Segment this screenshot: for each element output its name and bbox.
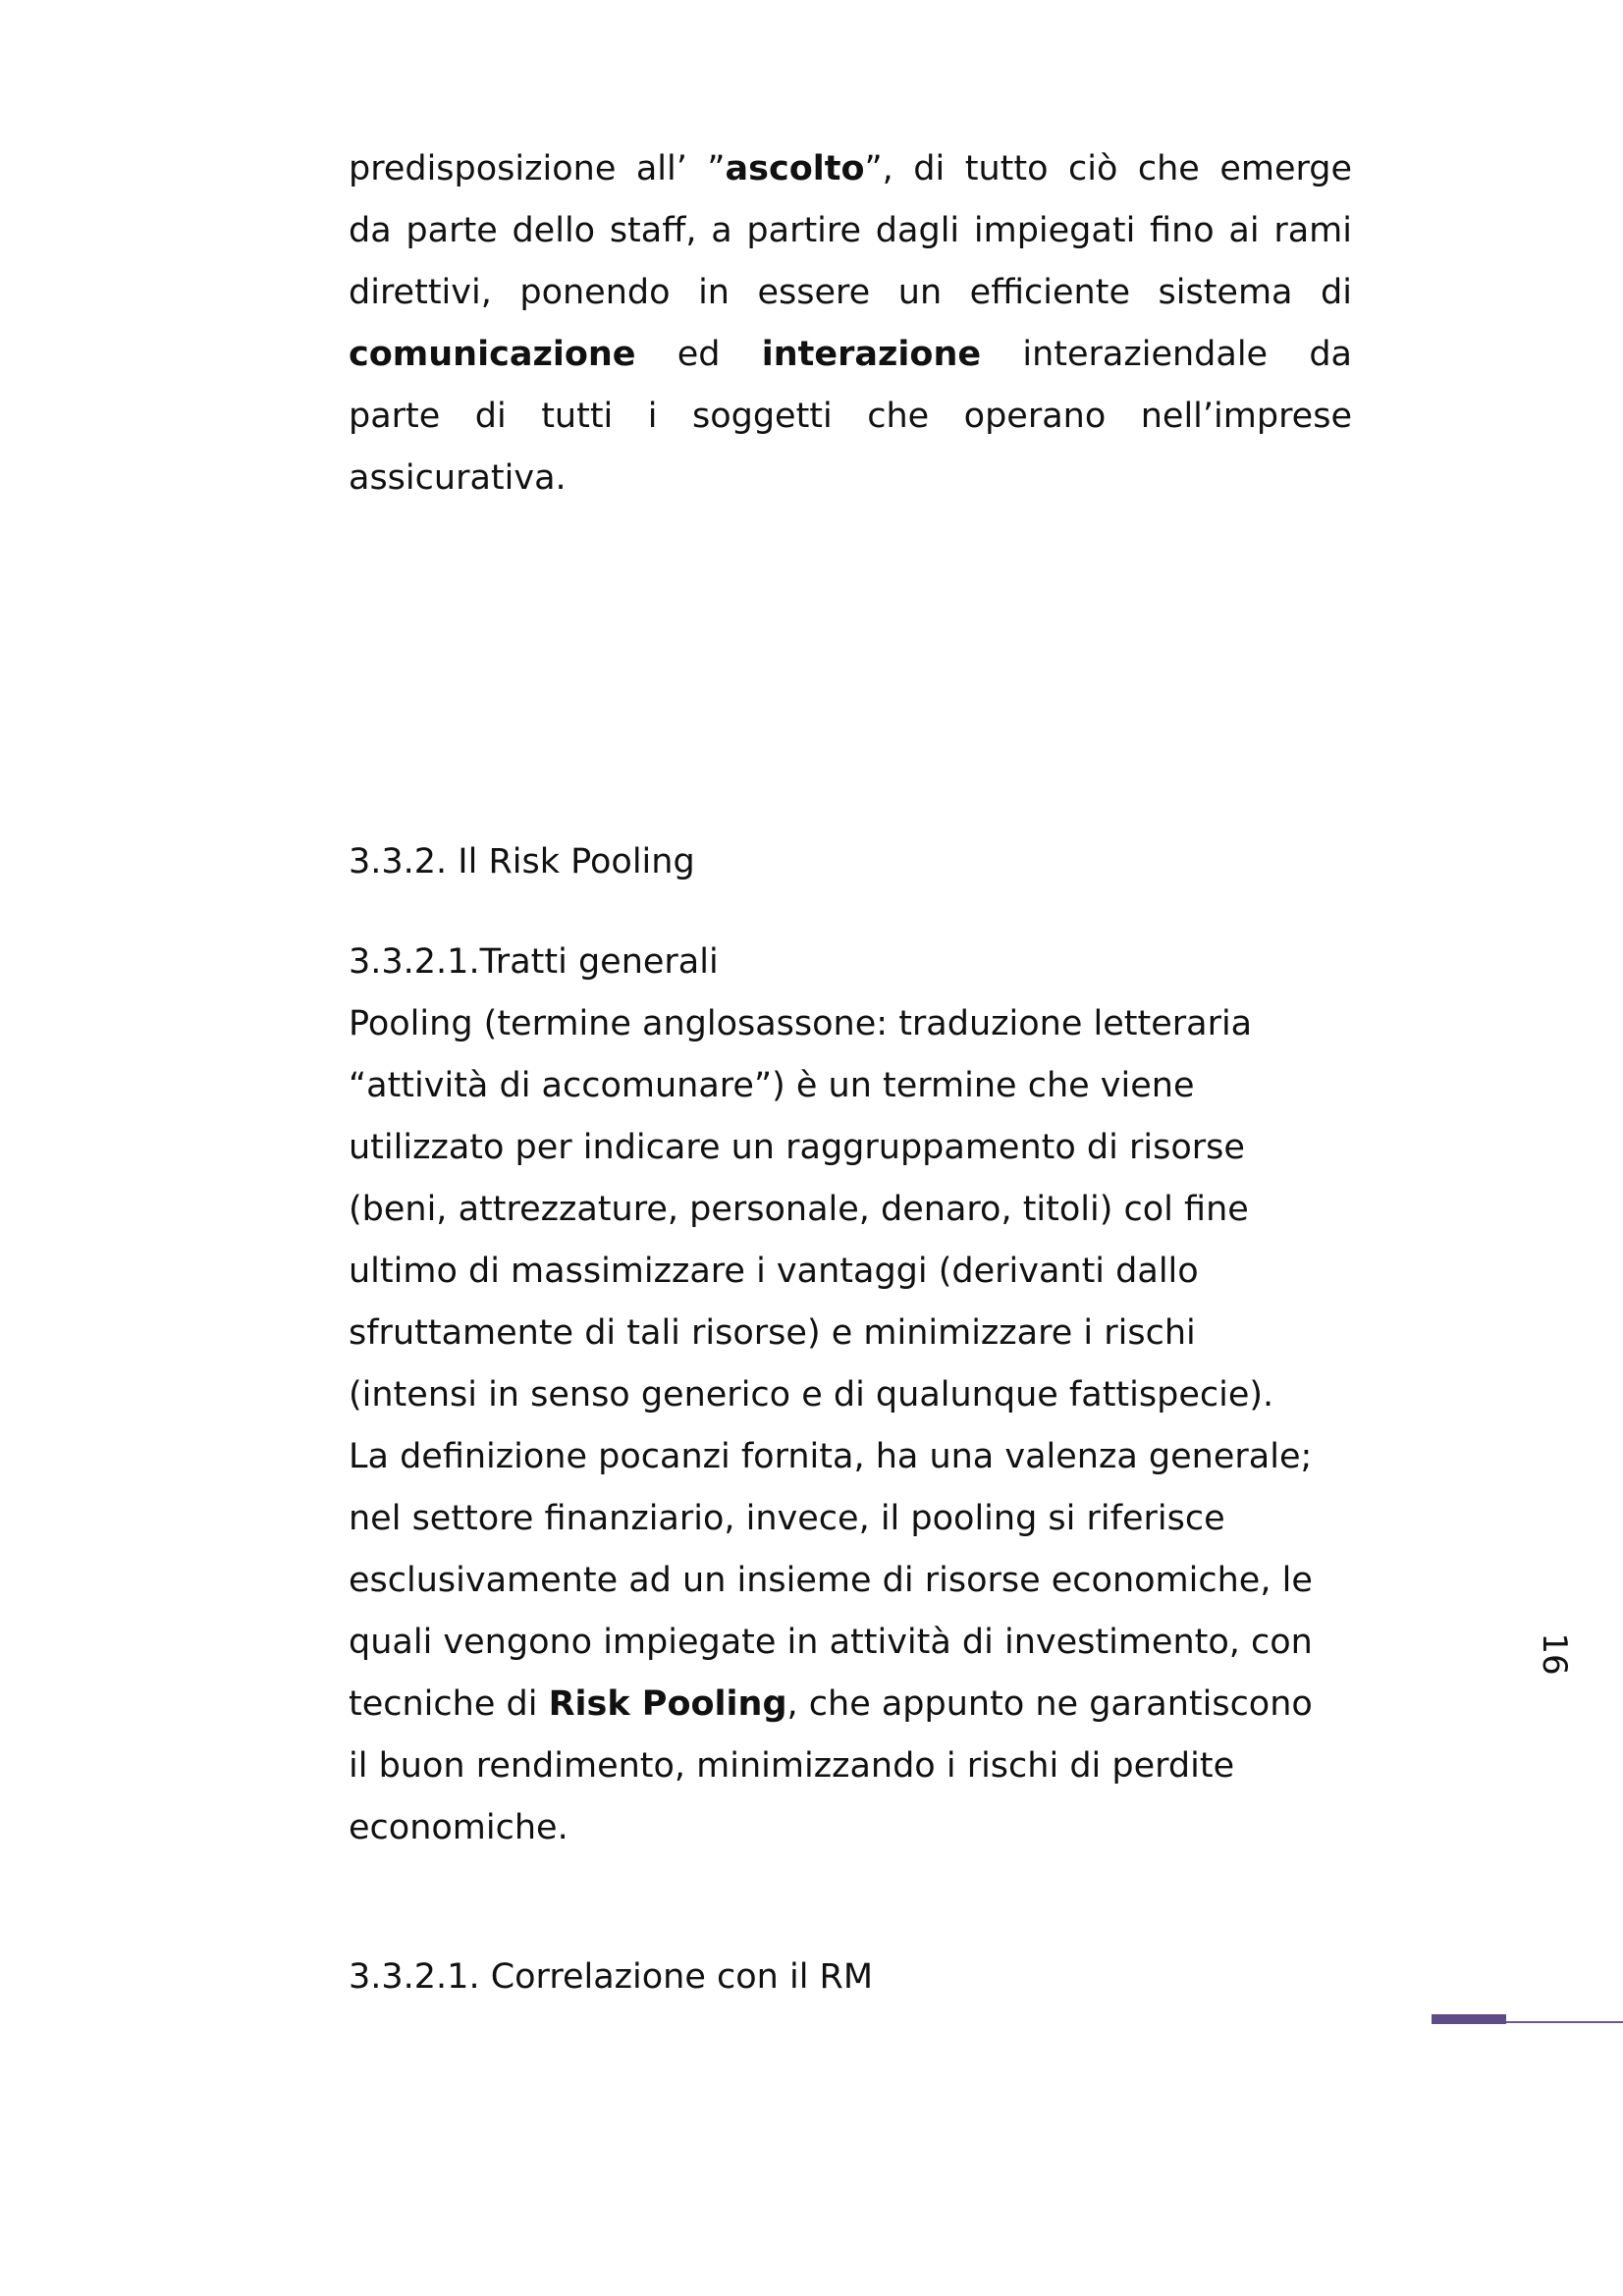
pooling-paragraph: [349, 993, 1352, 1859]
paragraph-line: utilizzato per indicare un raggruppamento di risorse: [349, 1128, 1245, 1167]
paragraph-line: economiche.: [349, 1808, 568, 1847]
bold-term: comunicazione: [349, 335, 636, 374]
footer-accent-bar: [1432, 2014, 1506, 2024]
section-heading: 3.3.2. Il Risk Pooling: [349, 842, 695, 881]
paragraph-line: ultimo di massimizzare i vantaggi (derivanti dallo: [349, 1252, 1199, 1291]
bold-term: interazione: [761, 335, 982, 374]
page-number: 16: [1535, 1632, 1574, 1676]
paragraph-line: parte di tutti i soggetti che operano nell’imprese: [349, 397, 1352, 436]
paragraph-line: direttivi, ponendo in essere un efficiente sistema di: [349, 273, 1352, 312]
paragraph-line: nel settore finanziario, invece, il pooling si riferisce: [349, 1499, 1225, 1538]
paragraph-line: assicurativa.: [349, 458, 567, 498]
paragraph-line: (intensi in senso generico e di qualunque fattispecie).: [349, 1375, 1274, 1415]
paragraph-line: (beni, attrezzature, personale, denaro, titoli) col fine: [349, 1190, 1249, 1229]
paragraph-line: esclusivamente ad un insieme di risorse economiche, le: [349, 1561, 1313, 1600]
subsection-heading: 3.3.2.1.Tratti generali: [349, 942, 719, 982]
intro-paragraph: [349, 138, 1352, 509]
paragraph-line: quali vengono impiegate in attività di investimento, con: [349, 1623, 1313, 1662]
paragraph-line: tecniche di Risk Pooling, che appunto ne garantiscono: [349, 1684, 1313, 1724]
paragraph-line: predisposizione all’ ”ascolto”, di tutto ciò che emerge: [349, 149, 1353, 188]
bold-term: ascolto: [725, 149, 865, 188]
paragraph-line: Pooling (termine anglosassone: traduzione letteraria: [349, 1004, 1253, 1043]
paragraph-line: La definizione pocanzi fornita, ha una valenza generale;: [349, 1437, 1313, 1476]
paragraph-line: da parte dello staff, a partire dagli impiegati fino ai rami: [349, 211, 1352, 250]
subsection-heading-2: 3.3.2.1. Correlazione con il RM: [349, 1957, 874, 1997]
bold-term: Risk Pooling: [548, 1684, 787, 1724]
paragraph-line: comunicazione ed interazione interaziendale da: [349, 335, 1352, 374]
paragraph-line: “attività di accomunare”) è un termine che viene: [349, 1066, 1195, 1105]
paragraph-line: sfruttamente di tali risorse) e minimizzare i rischi: [349, 1313, 1196, 1353]
paragraph-line: il buon rendimento, minimizzando i rischi di perdite: [349, 1746, 1235, 1786]
